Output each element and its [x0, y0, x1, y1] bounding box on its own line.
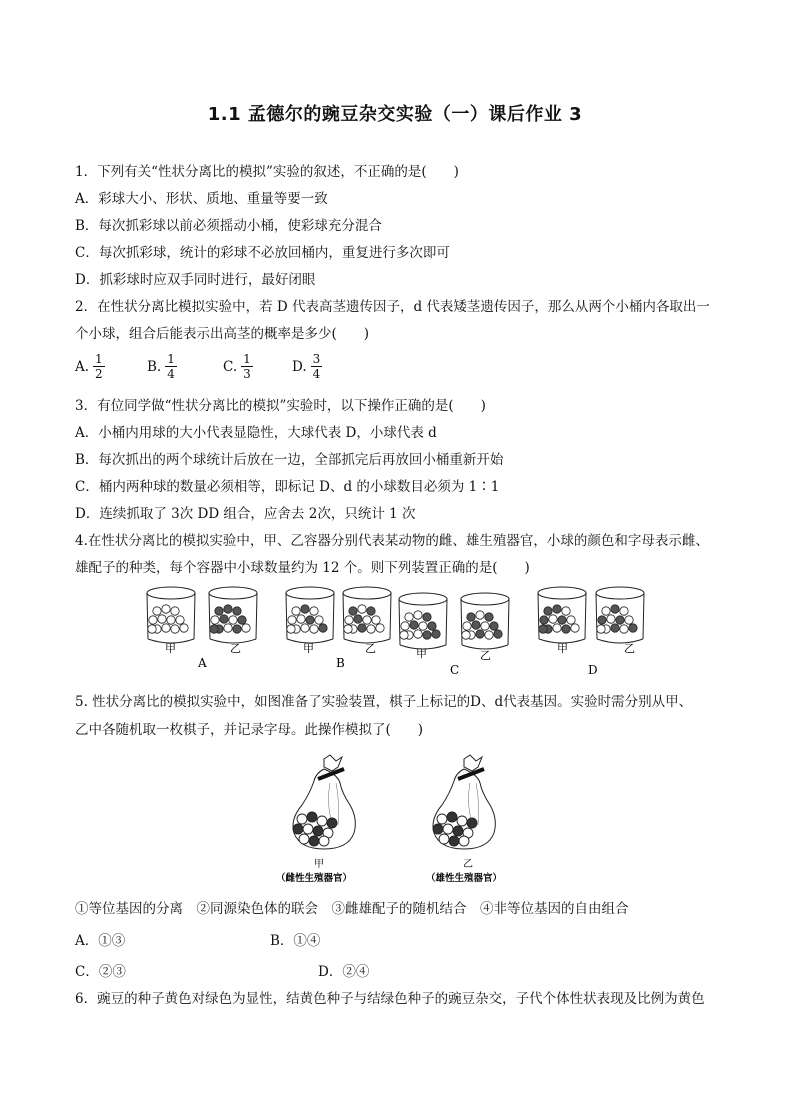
- label-yi: 乙: [624, 642, 635, 655]
- q5-statements: ①等位基因的分离 ②同源染色体的联会 ③雌雄配子的随机结合 ④非等位基因的自由组合: [75, 901, 629, 917]
- option-letter: A: [198, 656, 207, 670]
- bag-jia: [276, 755, 355, 884]
- label-jia: 甲: [165, 642, 176, 655]
- bag-yi-caption: （雄性生殖器官）: [426, 873, 503, 884]
- q5-stem-line2: 乙中各随机取一枚棋子，并记录字母。此操作模拟了( ): [75, 722, 424, 738]
- option-letter: B: [336, 656, 345, 670]
- q4-stem-line2: 雄配子的种类，每个容器中小球数量约为 12 个。则下列装置正确的是( ): [75, 560, 530, 576]
- option-d-containers: [538, 587, 644, 677]
- q5-option-a: A．①③: [75, 933, 126, 949]
- q5-bags-figure: [270, 753, 530, 889]
- label-yi: 乙: [480, 649, 491, 662]
- q2-option-b: B. $\frac{1}{4}$: [147, 352, 175, 381]
- q1-stem: 1．下列有关“性状分离比的模拟”实验的叙述，不正确的是( ): [75, 164, 459, 180]
- option-letter: D: [588, 663, 598, 677]
- bag-yi: [426, 755, 502, 884]
- bag-jia-caption: （雌性生殖器官）: [276, 873, 353, 884]
- bag-yi-name: 乙: [463, 859, 473, 870]
- q5-stem-line1: 5. 性状分离比的模拟实验中，如图准备了实验装置，棋子上标记的D、d代表基因。实验时需分别从甲、: [75, 694, 693, 710]
- option-c-containers: [399, 593, 509, 677]
- label-jia: 甲: [303, 642, 314, 655]
- fraction: $\frac{1}{3}$: [243, 352, 251, 381]
- q3-stem: 3．有位同学做“性状分离比的模拟”实验时，以下操作正确的是( ): [75, 398, 486, 414]
- fraction: $\frac{1}{4}$: [167, 352, 175, 381]
- q3-option-b: B．每次抓出的两个球统计后放在一边，全部抓完后再放回小桶重新开始: [75, 452, 504, 468]
- q5-option-b: B．①④: [270, 933, 321, 949]
- q5-option-d: D．②④: [318, 964, 370, 980]
- q3-option-c: C．桶内两种球的数量必须相等，即标记 D、d 的小球数目必须为 1∶1: [75, 479, 500, 495]
- q1-option-a: A．彩球大小、形状、质地、重量等要一致: [75, 191, 328, 207]
- page-title: 1.1 孟德尔的豌豆杂交实验（一）课后作业 3: [207, 104, 583, 125]
- q4-containers-figure: [140, 583, 660, 680]
- q3-option-d: D．连续抓取了 3次 DD 组合，应舍去 2次，只统计 1 次: [75, 506, 416, 522]
- fraction: $\frac{1}{2}$: [95, 352, 103, 381]
- q1-option-b: B．每次抓彩球以前必须摇动小桶，使彩球充分混合: [75, 218, 382, 234]
- q5-option-c: C．②③: [75, 964, 126, 980]
- label-yi: 乙: [365, 642, 376, 655]
- label-jia: 甲: [557, 642, 568, 655]
- q2-option-c: C. $\frac{1}{3}$: [223, 352, 251, 381]
- q2-stem-line1: 2．在性状分离比模拟实验中，若 D 代表高茎遗传因子，d 代表矮茎遗传因子，那么从两个小桶内各取出一: [75, 299, 710, 315]
- option-b-containers: [286, 587, 391, 670]
- q1-option-d: D．抓彩球时应双手同时进行，最好闭眼: [75, 272, 316, 288]
- option-a-containers: [147, 587, 257, 670]
- q4-stem-line1: 4.在性状分离比的模拟实验中，甲、乙容器分别代表某动物的雌、雄生殖器官，小球的颜色和字母表示雌、: [75, 533, 709, 549]
- bag-jia-name: 甲: [314, 859, 324, 870]
- label-jia: 甲: [416, 647, 427, 660]
- q2-option-a: A. $\frac{1}{2}$: [75, 352, 103, 381]
- q6-stem-line1: 6．豌豆的种子黄色对绿色为显性，结黄色种子与结绿色种子的豌豆杂交，子代个体性状表现及比例为黄色: [75, 991, 705, 1007]
- q1-option-c: C．每次抓彩球，统计的彩球不必放回桶内，重复进行多次即可: [75, 245, 450, 261]
- label-yi: 乙: [230, 642, 241, 655]
- q2-stem-line2: 个小球，组合后能表示出高茎的概率是多少( ): [75, 326, 370, 342]
- fraction: $\frac{3}{4}$: [312, 352, 321, 381]
- option-letter: C: [450, 663, 460, 677]
- q2-option-d: D. $\frac{3}{4}$: [292, 352, 321, 381]
- q3-option-a: A．小桶内用球的大小代表显隐性，大球代表 D，小球代表 d: [75, 425, 437, 441]
